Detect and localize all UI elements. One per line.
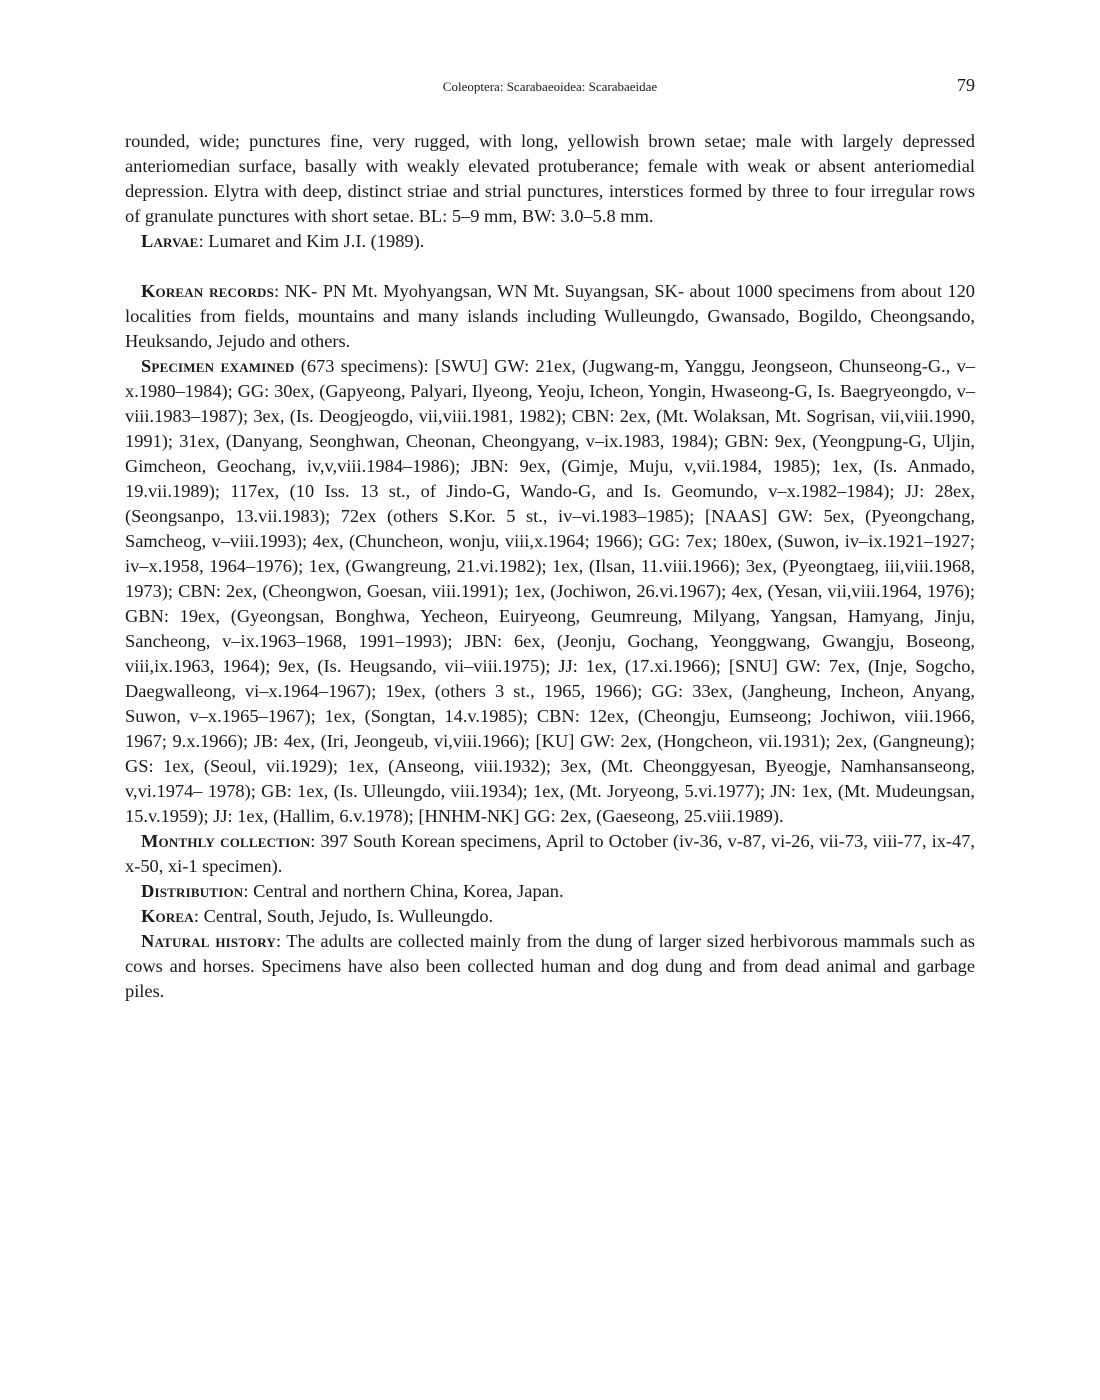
specimen-examined-text: (673 specimens): [SWU] GW: 21ex, (Jugwang-m, Yanggu, Jeongseon, Chunseong-G., v–x.1980–1984); GG: 30ex, (Gapyeong, Palyari, Ilyeong, Yeoju, Icheon, Yongin, Hwaseong-G, Is. Baegryeongdo, v–viii.1983–1987); 3ex, (Is. Deogjeogdo, vii,viii.1981, 1982); CBN: 2ex, (Mt. Wolaksan, Mt. Sogrisan, vii,viii.1990, 1991); 31ex, (Danyang, Seonghwan, Cheonan, Cheongyang, v–ix.1983, 1984); GBN: 9ex, (Yeongpung-G, Uljin, Gimcheon, Geochang, iv,v,viii.1984–1986); JBN: 9ex, (Gimje, Muju, v,vii.1984, 1985); 1ex, (Is. Anmado, 19.vii.1989); 117ex, (10 Iss. 13 st., of Jindo-G, Wando-G, and Is. Geomundo, v–x.1982–1984); JJ: 28ex, (Seongsanpo, 13.vii.1983); 72ex (others S.Kor. 5 st., iv–vi.1983–1985); [NAAS] GW: 5ex, (Pyeongchang, Samcheog, v–viii.1993); 4ex, (Chuncheon, wonju, viii,x.1964; 1966); GG: 7ex; 180ex, (Suwon, iv–ix.1921–1927; iv–x.1958, 1964–1976); 1ex, (Gwangreung, 21.vi.1982); 1ex, (Ilsan, 11.viii.1966); 3ex, (Pyeongtaeg, iii,viii.1968, 1973); CBN: 2ex, (Cheongwon, Goesan, viii.1991); 1ex, (Jochiwon, 26.vi.1967); 4ex, (Yesan, vii,viii.1964, 1976); GBN: 19ex, (Gyeongsan, Bonghwa, Yecheon, Euiryeong, Geumreung, Milyang, Yangsan, Hamyang, Jinju, Sancheong, v–ix.1963–1968, 1991–1993); JBN: 6ex, (Jeonju, Gochang, Yeonggwang, Gwangju, Boseong, viii,ix.1963, 1964); 9ex, (Is. Heugsando, vii–viii.1975); JJ: 1ex, (17.xi.1966); [SNU] GW: 7ex, (Inje, Sogcho, Daegwalleong, vi–x.1964–1967); 19ex, (others 3 st., 1965, 1966); GG: 33ex, (Jangheung, Incheon, Anyang, Suwon, v–x.1965–1967); 1ex, (Songtan, 14.v.1985); CBN: 12ex, (Cheongju, Eumseong; Jochiwon, viii.1966, 1967; 9.x.1966); JB: 4ex, (Iri, Jeongeub, vi,viii.1966); [KU] GW: 2ex, (Hongcheon, vii.1931); 2ex, (Gangneung); GS: 1ex, (Seoul, vii.1929); 1ex, (Anseong, viii.1932); 3ex, (Mt. Cheonggyesan, Byeogje, Namhansanseong, v,vi.1974– 1978); GB: 1ex, (Is. Ulleungdo, viii.1934); 1ex, (Mt. Joryeong, 5.vi.1977); JN: 1ex, (Mt. Mudeungsan, 15.v.1959); JJ: 1ex, (Hallim, 6.v.1978); [HNHM-NK] GG: 2ex, (Gaeseong, 25.viii.1989). bbox=[125, 356, 975, 826]
running-title: Coleoptera: Scarabaeoidea: Scarabaeidae bbox=[442, 79, 658, 94]
page-number: 79 bbox=[957, 75, 975, 95]
natural-history-label: Natural history bbox=[141, 931, 276, 951]
specimen-examined-label: Specimen examined bbox=[141, 356, 295, 376]
distribution-text: : Central and northern China, Korea, Japan. bbox=[243, 881, 564, 901]
korean-records-text: : NK- PN Mt. Myohyangsan, WN Mt. Suyangsan, SK- about 1000 specimens from about 120 localities from fields, mountains and many islands including Wulleungdo, Gwansado, Bogildo, Cheongsando, Heuksando, Jejudo and others. bbox=[125, 281, 975, 351]
running-header bbox=[125, 76, 975, 98]
natural-history-text: : The adults are collected mainly from the dung of larger sized herbivorous mammals such as cows and horses. Specimens have also been collected human and dog dung and from dead animal and garbage piles. bbox=[125, 931, 975, 1001]
korea-label: Korea bbox=[141, 906, 194, 926]
natural-history-paragraph bbox=[125, 929, 975, 1004]
body-text bbox=[125, 129, 975, 1004]
monthly-collection-paragraph bbox=[125, 829, 975, 879]
larvae-paragraph bbox=[125, 229, 975, 254]
korea-paragraph bbox=[125, 904, 975, 929]
monthly-collection-text: : 397 South Korean specimens, April to October (iv-36, v-87, vi-26, vii-73, viii-77, ix-47, x-50, xi-1 specimen). bbox=[125, 831, 976, 876]
korean-records-paragraph bbox=[125, 279, 975, 354]
distribution-label: Distribution bbox=[141, 881, 244, 901]
species-description-paragraph: rounded, wide; punctures fine, very rugged, with long, yellowish brown setae; male with largely depressed anteriomedian surface, basally with weakly elevated protuberance; female with weak or absent anteriomedial depression. Elytra with deep, distinct striae and strial punctures, interstices formed by three to four irregular rows of granulate punctures with short setae. BL: 5–9 mm, BW: 3.0–5.8 mm. bbox=[125, 131, 975, 226]
korean-records-label: Korean records bbox=[141, 281, 275, 301]
monthly-collection-label: Monthly collection bbox=[141, 831, 311, 851]
larvae-label: Larvae bbox=[141, 231, 199, 251]
korea-text: : Central, South, Jejudo, Is. Wulleungdo. bbox=[193, 906, 494, 926]
distribution-paragraph bbox=[125, 879, 975, 904]
larvae-text: : Lumaret and Kim J.I. (1989). bbox=[198, 231, 425, 251]
specimen-examined-paragraph bbox=[125, 354, 975, 829]
